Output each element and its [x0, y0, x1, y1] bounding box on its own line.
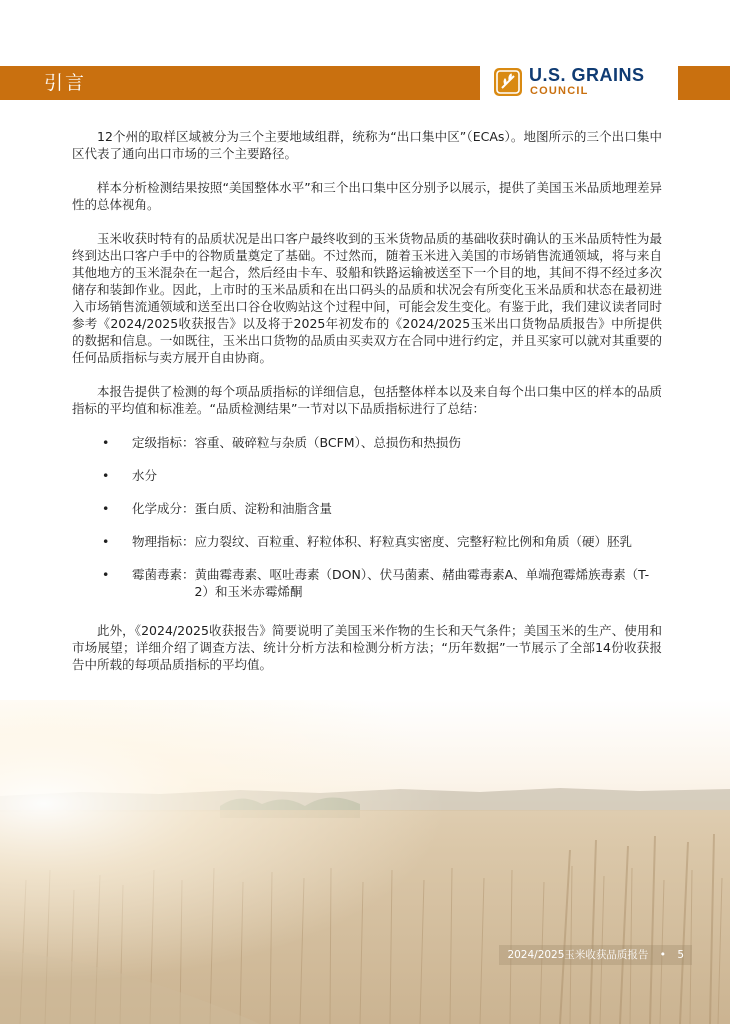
bullet-icon: • — [102, 567, 110, 582]
list-item — [72, 467, 662, 484]
closing-paragraph: 此外，《2024/2025收获报告》简要说明了美国玉米作物的生长和天气条件；美国玉米的生产、使用和市场展望；详细介绍了调查方法、统计分析方法和检测分析方法；“历年数据”一节展示了全部14份收获报告中所载的每项品质指标的平均值。 — [72, 623, 662, 672]
logo-text-us-grains: U.S. GRAINS — [529, 65, 645, 85]
bullet-icon: • — [102, 435, 110, 450]
list-item-label: 化学成分： — [132, 501, 195, 516]
list-item-text: 应力裂纹、百粒重、籽粒体积、籽粒真实密度、完整籽粒比例和角质（硬）胚乳 — [194, 534, 633, 549]
list-item — [72, 434, 662, 451]
logo-text-council: COUNCIL — [530, 85, 589, 97]
bullet-icon: • — [102, 534, 110, 549]
paragraph: 玉米收获时特有的品质状况是出口客户最终收到的玉米货物品质的基础收获时确认的玉米品质特性为最终到达出口客户手中的谷物质量奠定了基础。不过然而，随着玉米进入美国的市场销售流通领域，将与来自其他地方的玉米混杂在一起合，然后经由卡车、驳船和铁路运输被送至下一个目的地，其间不得不经过多次储存和装卸作业。因此，上市时的玉米品质和在出口码头的品质和状况会有所变化玉米品质和状态在最初进入市场销售流通领域和送至出口谷仓收购站这个过程中间，可能会发生变化。有鉴于此，我们建议读者同时参考《2024/2025收获报告》以及将于2025年初发布的《2024/2025玉米出口货物品质报告》中所提供的数据和信息。一如既往，玉米出口货物的品质由买卖双方在合同中进行约定，并且买家可以就对其重要的任何品质指标与卖方展开自由协商。 — [72, 231, 662, 365]
quality-factor-list — [72, 434, 662, 600]
page-number: 5 — [677, 949, 684, 961]
paragraph: 本报告提供了检测的每个项品质指标的详细信息，包括整体样本以及来自每个出口集中区的样本的品质指标的平均值和标准差。“品质检测结果”一节对以下品质指标进行了总结： — [72, 384, 662, 416]
bullet-icon: • — [102, 501, 110, 516]
grain-leaf-icon — [493, 67, 523, 97]
usgc-logo — [480, 58, 678, 106]
footer-report-title: 2024/2025玉米收获品质报告 — [507, 949, 649, 961]
cornfield-background-image — [0, 700, 730, 1024]
footer-label — [499, 945, 692, 965]
list-item-label: 物理指标： — [132, 534, 195, 549]
list-item-label: 定级指标： — [132, 435, 195, 450]
list-item-label: 水分 — [132, 468, 158, 483]
list-item — [72, 533, 662, 550]
paragraph: 样本分析检测结果按照“美国整体水平”和三个出口集中区分别予以展示，提供了美国玉米品质地理差异性的总体视角。 — [72, 180, 662, 212]
section-title: 引言 — [44, 72, 87, 94]
bullet-icon: • — [102, 468, 110, 483]
paragraph: 12个州的取样区域被分为三个主要地域组群，统称为“出口集中区”（ECAs）。地图所示的三个出口集中区代表了通向出口市场的三个主要路径。 — [72, 129, 662, 161]
body-content — [72, 128, 662, 690]
list-item-text — [157, 467, 662, 484]
list-item-label: 霉菌毒素： — [132, 567, 195, 582]
footer-separator: • — [659, 949, 666, 961]
page-footer — [0, 945, 730, 965]
list-item — [72, 566, 662, 600]
list-item — [72, 500, 662, 517]
list-item-text: 容重、破碎粒与杂质（BCFM）、总损伤和热损伤 — [194, 435, 461, 450]
list-item-text: 蛋白质、淀粉和油脂含量 — [194, 501, 333, 516]
list-item-text: 黄曲霉毒素、呕吐毒素（DON）、伏马菌素、赭曲霉毒素A、单端孢霉烯族毒素（T-2）和玉米赤霉烯酮 — [194, 567, 650, 599]
